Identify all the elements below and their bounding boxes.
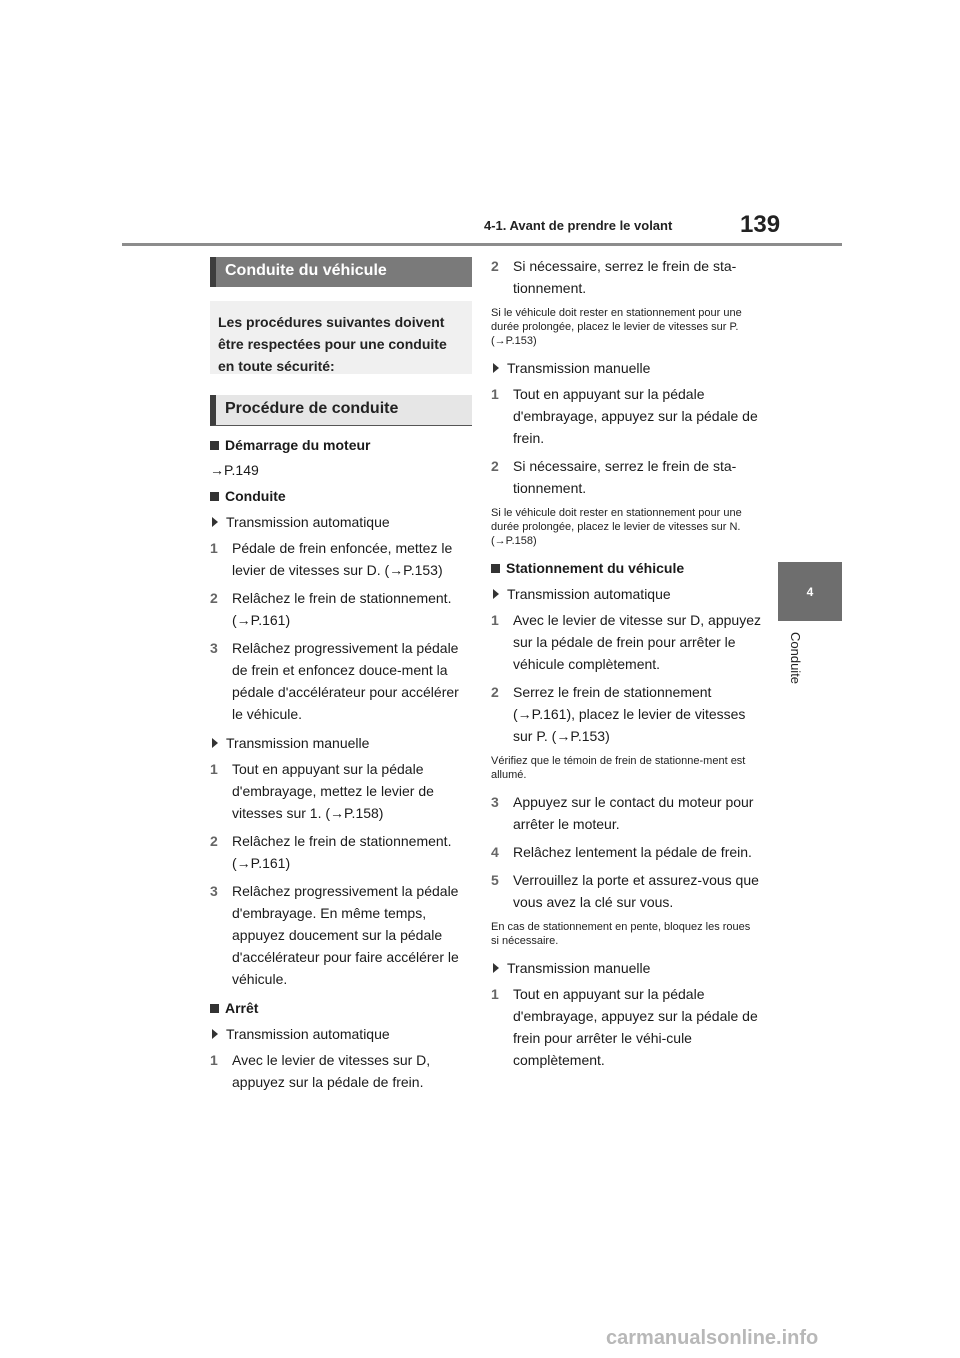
transmission-label: Transmission manuelle	[210, 733, 472, 753]
chapter-label: Conduite	[788, 632, 803, 685]
step: 1 Tout en appuyant sur la pédale d'embrayage, appuyez sur la pédale de frein.	[491, 386, 758, 446]
note: En cas de stationnement en pente, bloquez les roues si nécessaire.	[491, 921, 751, 947]
triangle-bullet-icon	[493, 963, 499, 973]
step: 3 Appuyez sur le contact du moteur pour arrêter le moteur.	[491, 794, 754, 832]
step: 1 Pédale de frein enfoncée, mettez le levier de vitesses sur D. (→P.153)	[210, 540, 453, 578]
right-column	[491, 255, 761, 1071]
step: 2 Si nécessaire, serrez le frein de sta-tionnement.	[491, 458, 737, 496]
transmission-label: Transmission automatique	[210, 1024, 472, 1044]
section-title: 4-1. Avant de prendre le volant	[484, 218, 673, 233]
subheading-stationnement: Stationnement du véhicule	[491, 558, 761, 578]
step: 2 Relâchez le frein de stationnement. (→P.161)	[210, 590, 452, 628]
subheading-conduite: Conduite	[210, 486, 472, 506]
subheading-demarrage: Démarrage du moteur	[210, 435, 472, 455]
step: 2 Relâchez le frein de stationnement. (→P.161)	[210, 833, 452, 871]
transmission-label: Transmission manuelle	[491, 358, 761, 378]
triangle-bullet-icon	[212, 738, 218, 748]
step: 1 Tout en appuyant sur la pédale d'embrayage, appuyez sur la pédale de frein pour arrêter le véhi-cule complètement.	[491, 986, 758, 1068]
note: Vérifiez que le témoin de frein de stationne-ment est allumé.	[491, 755, 746, 781]
chapter-tab	[778, 562, 842, 621]
header-divider	[122, 243, 842, 246]
watermark: carmanualsonline.info	[606, 1327, 819, 1349]
transmission-label: Transmission automatique	[491, 584, 761, 604]
triangle-bullet-icon	[493, 589, 499, 599]
transmission-label: Transmission automatique	[210, 512, 472, 532]
triangle-bullet-icon	[212, 517, 218, 527]
square-bullet-icon	[210, 492, 219, 501]
chapter-number: 4	[806, 584, 814, 599]
transmission-label: Transmission manuelle	[491, 958, 761, 978]
step: 4 Relâchez lentement la pédale de frein.	[491, 844, 752, 860]
triangle-bullet-icon	[212, 1029, 218, 1039]
step: 5 Verrouillez la porte et assurez-vous que vous avez la clé sur vous.	[491, 872, 759, 910]
heading-conduite-vehicule: Conduite du véhicule	[210, 257, 472, 287]
step: 3 Relâchez progressivement la pédale d'embrayage. En même temps, appuyez doucement sur la pédale d'accélérateur pour faire accélérer le véhicule.	[210, 883, 459, 987]
step: 2 Si nécessaire, serrez le frein de sta-tionnement.	[491, 258, 737, 296]
intro-box: Les procédures suivantes doivent être respectées pour une conduite en toute sécurité:	[210, 301, 472, 374]
page-reference: →P.149	[210, 462, 259, 478]
step: 2 Serrez le frein de stationnement (→P.161), placez le levier de vitesses sur P. (→P.153)	[491, 684, 746, 744]
page-number: 139	[740, 211, 781, 238]
step: 1 Avec le levier de vitesses sur D, appuyez sur la pédale de frein.	[210, 1052, 431, 1090]
heading-procedure: Procédure de conduite	[210, 395, 472, 426]
square-bullet-icon	[210, 441, 219, 450]
subheading-arret: Arrêt	[210, 998, 472, 1018]
left-column	[210, 257, 472, 1093]
step: 1 Tout en appuyant sur la pédale d'embrayage, mettez le levier de vitesses sur 1. (→P.158)	[210, 761, 434, 821]
step: 1 Avec le levier de vitesse sur D, appuyez sur la pédale de frein pour arrêter le véhicule complètement.	[491, 612, 761, 672]
note: Si le véhicule doit rester en stationnement pour une durée prolongée, placez le levier de vitesses sur P. (→P.153)	[491, 307, 742, 347]
square-bullet-icon	[491, 564, 500, 573]
triangle-bullet-icon	[493, 363, 499, 373]
note: Si le véhicule doit rester en stationnement pour une durée prolongée, placez le levier de vitesses sur N. (→P.158)	[491, 507, 742, 547]
step: 3 Relâchez progressivement la pédale de frein et enfoncez douce-ment la pédale d'accélérateur pour accélérer le véhicule.	[210, 640, 459, 722]
square-bullet-icon	[210, 1004, 219, 1013]
